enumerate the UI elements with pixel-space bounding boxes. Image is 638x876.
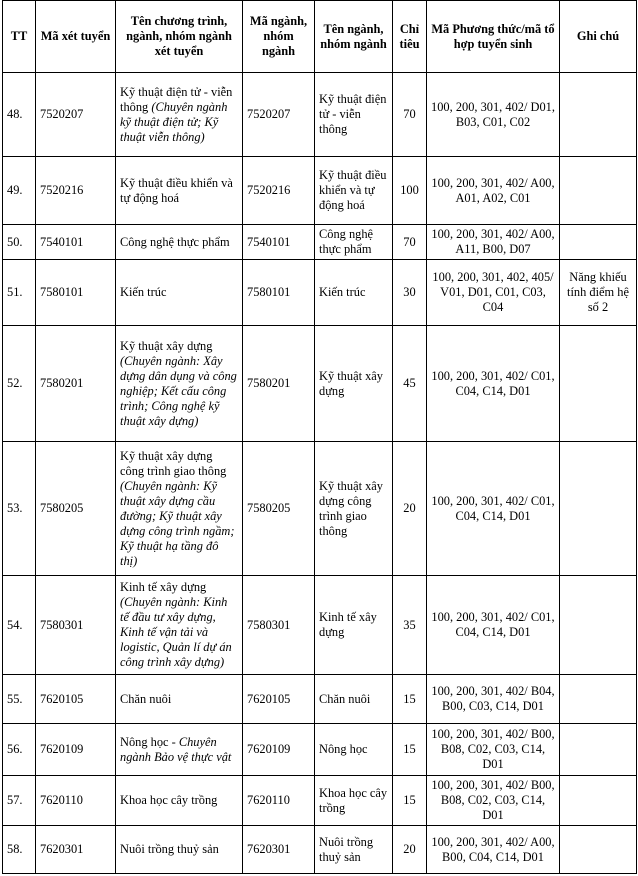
header-chi-tieu: Chỉ tiêu <box>393 1 427 73</box>
cell-ma-nganh: 7620301 <box>243 826 315 874</box>
cell-ma-xet-tuyen: 7520207 <box>36 73 116 157</box>
cell-ten-chuong-trinh <box>116 675 243 724</box>
cell-tt: 53. <box>3 442 36 576</box>
program-name: Chăn nuôi <box>120 691 172 706</box>
cell-ma-xet-tuyen: 7620105 <box>36 675 116 724</box>
cell-ma-xet-tuyen: 7580301 <box>36 576 116 675</box>
cell-ghi-chu <box>560 157 637 225</box>
cell-chi-tieu: 35 <box>393 576 427 675</box>
cell-ten-chuong-trinh <box>116 225 243 260</box>
cell-ten-chuong-trinh <box>116 576 243 675</box>
table-row <box>3 225 637 260</box>
header-ma-nganh: Mã ngành, nhóm ngành <box>243 1 315 73</box>
cell-ma-nganh: 7580301 <box>243 576 315 675</box>
program-name: Nông học - <box>120 734 179 749</box>
cell-ten-chuong-trinh <box>116 442 243 576</box>
cell-chi-tieu: 15 <box>393 724 427 776</box>
cell-ten-nganh: Kỹ thuật điện tử - viễn thông <box>315 73 393 157</box>
cell-tt: 52. <box>3 326 36 442</box>
cell-ghi-chu <box>560 225 637 260</box>
cell-tt: 57. <box>3 776 36 826</box>
cell-phuong-thuc: 100, 200, 301, 402/ A00, A01, A02, C01 <box>427 157 560 225</box>
cell-ten-chuong-trinh <box>116 776 243 826</box>
cell-ma-xet-tuyen: 7520216 <box>36 157 116 225</box>
cell-ghi-chu <box>560 675 637 724</box>
cell-ten-nganh: Kiến trúc <box>315 260 393 326</box>
cell-chi-tieu: 70 <box>393 225 427 260</box>
cell-tt: 55. <box>3 675 36 724</box>
program-specialization: (Chuyên ngành: Kỹ thuật xây dựng cầu đường; Kỹ thuật xây dựng công trình ngầm; Kỹ thuật hạ tầng đô thị) <box>120 478 235 568</box>
cell-ten-nganh: Kỹ thuật xây dựng công trình giao thông <box>315 442 393 576</box>
table-row <box>3 826 637 874</box>
cell-ghi-chu <box>560 442 637 576</box>
table-row <box>3 442 637 576</box>
cell-ten-chuong-trinh <box>116 157 243 225</box>
table-row <box>3 260 637 326</box>
table-row <box>3 157 637 225</box>
cell-ghi-chu <box>560 73 637 157</box>
cell-chi-tieu: 15 <box>393 675 427 724</box>
table-row <box>3 326 637 442</box>
cell-chi-tieu: 20 <box>393 442 427 576</box>
cell-ten-chuong-trinh <box>116 724 243 776</box>
cell-phuong-thuc: 100, 200, 301, 402/ C01, C04, C14, D01 <box>427 576 560 675</box>
cell-phuong-thuc: 100, 200, 301, 402/ B00, B08, C02, C03, C14, D01 <box>427 776 560 826</box>
cell-ma-nganh: 7620109 <box>243 724 315 776</box>
cell-ghi-chu <box>560 576 637 675</box>
cell-chi-tieu: 45 <box>393 326 427 442</box>
cell-ma-nganh: 7580205 <box>243 442 315 576</box>
cell-ma-xet-tuyen: 7580201 <box>36 326 116 442</box>
cell-ten-nganh: Nuôi trồng thuỷ sản <box>315 826 393 874</box>
cell-chi-tieu: 70 <box>393 73 427 157</box>
cell-ma-xet-tuyen: 7620301 <box>36 826 116 874</box>
cell-ma-nganh: 7520216 <box>243 157 315 225</box>
cell-ma-nganh: 7620105 <box>243 675 315 724</box>
cell-ten-chuong-trinh <box>116 826 243 874</box>
program-name: Kỹ thuật điều khiển và tự động hoá <box>120 175 233 205</box>
program-name: Nuôi trồng thuỷ sản <box>120 842 219 856</box>
cell-tt: 58. <box>3 826 36 874</box>
table-row <box>3 73 637 157</box>
cell-tt: 51. <box>3 260 36 326</box>
cell-phuong-thuc: 100, 200, 301, 402/ C01, C04, C14, D01 <box>427 326 560 442</box>
cell-phuong-thuc: 100, 200, 301, 402/ C01, C04, C14, D01 <box>427 442 560 576</box>
program-name: Kinh tế xây dựng <box>120 580 207 594</box>
header-ghi-chu: Ghi chú <box>560 1 637 73</box>
cell-ma-nganh: 7540101 <box>243 225 315 260</box>
cell-tt: 49. <box>3 157 36 225</box>
cell-phuong-thuc: 100, 200, 301, 402/ A00, B00, C04, C14, D01 <box>427 826 560 874</box>
cell-tt: 54. <box>3 576 36 675</box>
cell-phuong-thuc: 100, 200, 301, 402/ A00, A11, B00, D07 <box>427 225 560 260</box>
cell-phuong-thuc: 100, 200, 301, 402/ B04, B00, C03, C14, D01 <box>427 675 560 724</box>
cell-ten-nganh: Nông học <box>315 724 393 776</box>
program-name: Kiến trúc <box>120 285 167 299</box>
cell-ma-xet-tuyen: 7620109 <box>36 724 116 776</box>
header-ma-xet-tuyen: Mã xét tuyển <box>36 1 116 73</box>
program-name: Kỹ thuật xây dựng <box>120 338 213 353</box>
cell-ten-nganh: Công nghệ thực phẩm <box>315 225 393 260</box>
cell-ghi-chu <box>560 826 637 874</box>
cell-tt: 56. <box>3 724 36 776</box>
program-specialization: (Chuyên ngành: Xây dựng dân dụng và công nghiệp; Kết cấu công trình; Công nghệ kỹ thuật xây dựng) <box>120 353 237 428</box>
cell-chi-tieu: 100 <box>393 157 427 225</box>
cell-ma-xet-tuyen: 7620110 <box>36 776 116 826</box>
cell-ten-chuong-trinh <box>116 326 243 442</box>
cell-ten-nganh: Kỹ thuật xây dựng <box>315 326 393 442</box>
cell-phuong-thuc: 100, 200, 301, 402/ D01, B03, C01, C02 <box>427 73 560 157</box>
cell-tt: 50. <box>3 225 36 260</box>
header-tt: TT <box>3 1 36 73</box>
cell-phuong-thuc: 100, 200, 301, 402/ B00, B08, C02, C03, C14, D01 <box>427 724 560 776</box>
cell-ghi-chu: Năng khiếu tính điểm hệ số 2 <box>560 260 637 326</box>
cell-ghi-chu <box>560 724 637 776</box>
cell-tt: 48. <box>3 73 36 157</box>
cell-ma-xet-tuyen: 7580205 <box>36 442 116 576</box>
cell-ma-nganh: 7520207 <box>243 73 315 157</box>
cell-ten-chuong-trinh <box>116 73 243 157</box>
cell-ten-nganh: Kinh tế xây dựng <box>315 576 393 675</box>
cell-ten-chuong-trinh <box>116 260 243 326</box>
cell-chi-tieu: 30 <box>393 260 427 326</box>
program-name: Khoa học cây trồng <box>120 793 218 807</box>
program-specialization: Chuyên ngành Bảo vệ thực vật <box>120 734 232 764</box>
program-name: Công nghệ thực phẩm <box>120 234 230 249</box>
table-row <box>3 776 637 826</box>
cell-chi-tieu: 20 <box>393 826 427 874</box>
header-ten-nganh: Tên ngành, nhóm ngành <box>315 1 393 73</box>
cell-ma-nganh: 7620110 <box>243 776 315 826</box>
cell-ten-nganh: Kỹ thuật điều khiển và tự động hoá <box>315 157 393 225</box>
program-specialization: (Chuyên ngành kỹ thuật điện tử; Kỹ thuật viễn thông) <box>120 99 228 144</box>
program-name: Kỹ thuật xây dựng công trình giao thông <box>120 448 227 478</box>
admission-table <box>2 0 637 874</box>
cell-ma-xet-tuyen: 7540101 <box>36 225 116 260</box>
cell-ma-nganh: 7580201 <box>243 326 315 442</box>
header-ten-chuong-trinh: Tên chương trình, ngành, nhóm ngành xét tuyển <box>116 1 243 73</box>
cell-ten-nganh: Khoa học cây trồng <box>315 776 393 826</box>
cell-ghi-chu <box>560 776 637 826</box>
cell-phuong-thuc: 100, 200, 301, 402, 405/ V01, D01, C01, C03, C04 <box>427 260 560 326</box>
cell-ma-xet-tuyen: 7580101 <box>36 260 116 326</box>
program-name: Kỹ thuật điện tử - viễn thông <box>120 84 233 114</box>
table-row <box>3 576 637 675</box>
cell-ghi-chu <box>560 326 637 442</box>
program-specialization: (Chuyên ngành: Kinh tế đầu tư xây dựng, Kinh tế vận tải và logistic, Quản lí dự án công trình xây dựng) <box>120 595 232 669</box>
cell-ma-nganh: 7580101 <box>243 260 315 326</box>
cell-chi-tieu: 15 <box>393 776 427 826</box>
table-row <box>3 675 637 724</box>
header-ma-phuong-thuc: Mã Phương thức/mã tổ hợp tuyển sinh <box>427 1 560 73</box>
table-row <box>3 724 637 776</box>
cell-ten-nganh: Chăn nuôi <box>315 675 393 724</box>
header-row <box>3 1 637 73</box>
